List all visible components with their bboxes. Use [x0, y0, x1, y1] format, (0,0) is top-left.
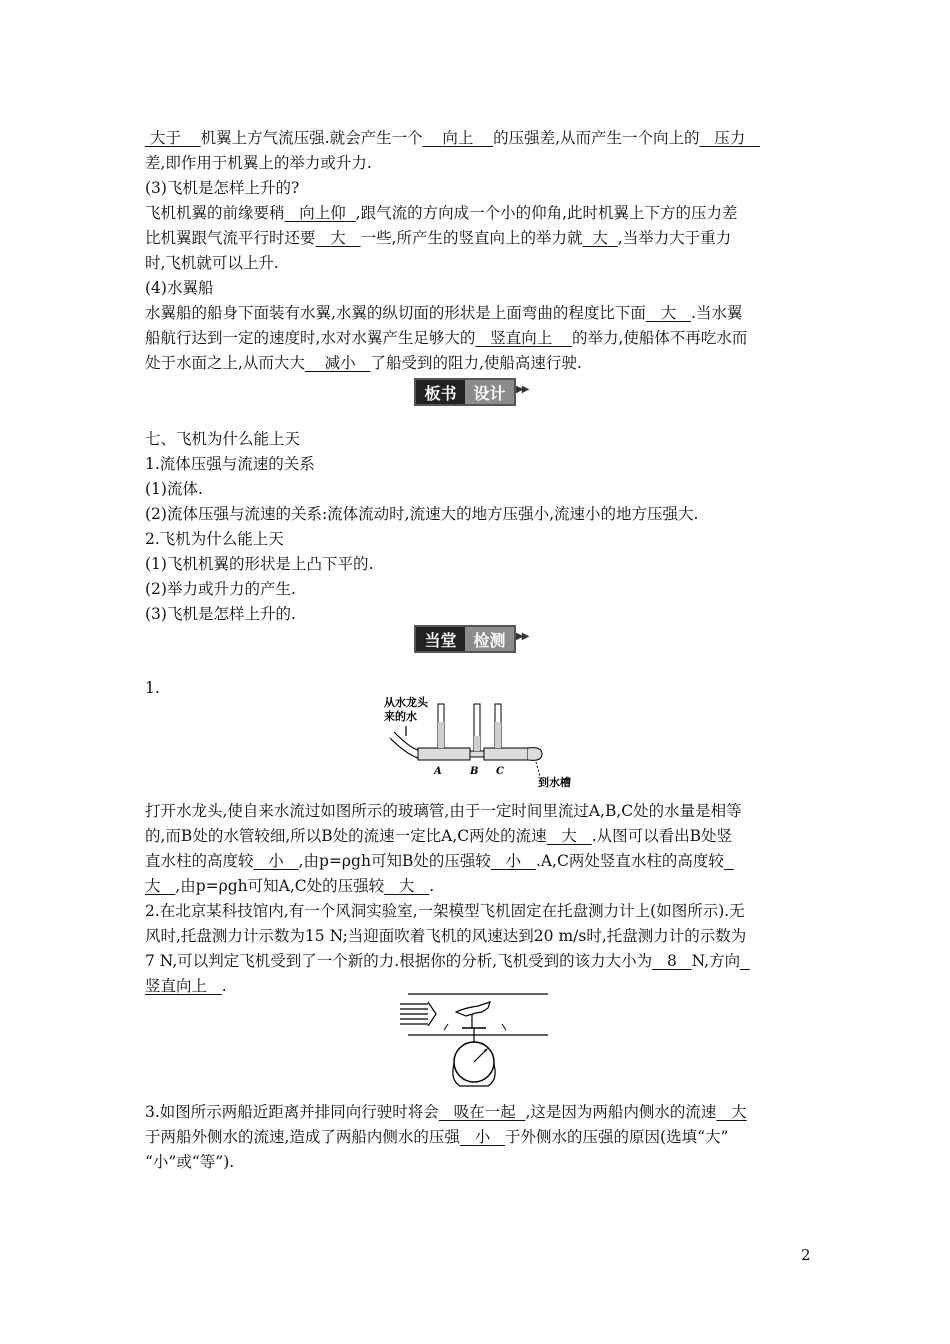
text-line: 大于 机翼上方气流压强.就会产生一个 向上 的压强差,从而产生一个向上的 压力 — [145, 127, 760, 149]
figure-label: 来的水 — [384, 710, 417, 723]
page-number: 2 — [801, 1246, 811, 1264]
text-line: “小”或“等”). — [145, 1153, 235, 1171]
text-line: 大 ,由p=ρgh可知A,C处的压强较 大 . — [145, 877, 435, 895]
figure-label: 从水龙头 — [384, 696, 428, 709]
figure-label-b: B — [470, 766, 479, 777]
text-line: 7 N,可以判定飞机受到了一个新的力.根据你的分析,飞机受到的该力大小为 8 N,方向 — [145, 952, 741, 970]
banner-right-text: 设计 — [465, 380, 514, 404]
blank-answer: 竖直向上 — [145, 977, 208, 995]
text-line: 处于水面之上,从而大大 减小 了船受到的阻力,使船高速行驶. — [145, 354, 582, 372]
figure-label-c: C — [496, 766, 504, 777]
blank-answer: 大 — [145, 877, 161, 895]
blank-answer: 大 — [561, 827, 577, 845]
text-line: 七、飞机为什么能上天 — [145, 430, 301, 448]
text-line: 比机翼跟气流平行时还要 大 一些,所产生的竖直向上的举力就 大 ,当举力大于重力 — [145, 229, 732, 247]
blank-answer: 大 — [660, 304, 677, 322]
banner-left-text: 板书 — [416, 380, 465, 404]
blank-answer: 大 — [330, 229, 346, 247]
text-line: 1.流体压强与流速的关系 — [145, 455, 315, 473]
text-line: 3.如图所示两船近距离并排同向行驶时将会 吸在一起 ,这是因为两船内侧水的流速 大 — [145, 1103, 747, 1121]
text-line: (2)流体压强与流速的关系:流体流动时,流速大的地方压强小,流速小的地方压强大. — [145, 505, 699, 523]
blank-answer: 小 — [268, 852, 284, 870]
blank-answer: 大 — [731, 1103, 747, 1121]
text-line: 风时,托盘测力计示数为15 N;当迎面吹着飞机的风速达到20 m/s时,托盘测力计的示数为 — [145, 927, 747, 945]
text-line: 时,飞机就可以上升. — [145, 254, 279, 272]
wind-tunnel-figure — [398, 992, 550, 1092]
text-line: 2.在北京某科技馆内,有一个风洞实验室,一架模型飞机固定在托盘测力计上(如图所示).无 — [145, 902, 745, 920]
text-line: (3)飞机是怎样上升的. — [145, 605, 296, 623]
blank-answer: 小 — [474, 1128, 491, 1146]
text-line: 的,而B处的水管较细,所以B处的流速一定比A,C两处的流速 大 .从图可以看出B处竖 — [145, 827, 733, 845]
question-number: 1. — [145, 679, 160, 697]
text-line: 2.飞机为什么能上天 — [145, 530, 284, 548]
section-banner-class-test — [414, 624, 538, 654]
text-line: 直水柱的高度较 小 ,由p=ρgh可知B处的压强较 小 .A,C两处竖直水柱的高度较 — [145, 852, 724, 870]
double-arrow-icon: ▶▶ — [516, 384, 528, 395]
text-line: 飞机机翼的前缘要稍 向上仰 ,跟气流的方向成一个小的仰角,此时机翼上下方的压力差 — [145, 204, 738, 222]
blank-answer: 小 — [505, 852, 522, 870]
section-banner-board-design — [414, 377, 538, 407]
glass-tube-figure — [370, 692, 585, 792]
blank-answer: 大 — [592, 229, 608, 247]
figure-label-a: A — [434, 766, 442, 777]
blank-answer: 大于 — [149, 129, 181, 147]
blank-answer: 吸在一起 — [453, 1103, 516, 1121]
text-line: (1)飞机机翼的形状是上凸下平的. — [145, 555, 374, 573]
blank-answer: 减小 — [324, 354, 356, 372]
double-arrow-icon: ▶▶ — [516, 631, 528, 642]
text-line: (2)举力或升力的产生. — [145, 580, 296, 598]
text-line: 船航行达到一定的速度时,水对水翼产生足够大的 竖直向上 的举力,使船体不再吃水而 — [145, 329, 748, 347]
text-line: 水翼船的船身下面装有水翼,水翼的纵切面的形状是上面弯曲的程度比下面 大 .当水翼 — [145, 304, 743, 322]
blank-answer: 大 — [398, 877, 415, 895]
text-line: (4)水翼船 — [145, 279, 214, 297]
blank-answer: 压力 — [714, 129, 746, 147]
banner-left-text: 当堂 — [416, 627, 465, 651]
text-line: (3)飞机是怎样上升的? — [145, 179, 300, 197]
blank-answer: 8 — [666, 952, 677, 970]
blank-answer: 竖直向上 — [490, 329, 553, 347]
blank-answer: 向上仰 — [299, 204, 346, 222]
text-line: 打开水龙头,使自来水流过如图所示的玻璃管,由于一定时间里流过A,B,C处的水量是相等 — [145, 802, 742, 820]
text-line: 于两船外侧水的流速,造成了两船内侧水的压强 小 于外侧水的压强的原因(选填“大” — [145, 1128, 729, 1146]
blank-answer: 向上 — [442, 129, 474, 147]
figure-label: 到水槽 — [538, 776, 571, 789]
text-line: (1)流体. — [145, 480, 203, 498]
text-line: 竖直向上 . — [145, 977, 227, 995]
text-line: 差,即作用于机翼上的举力或升力. — [145, 154, 372, 172]
banner-right-text: 检测 — [465, 627, 514, 651]
